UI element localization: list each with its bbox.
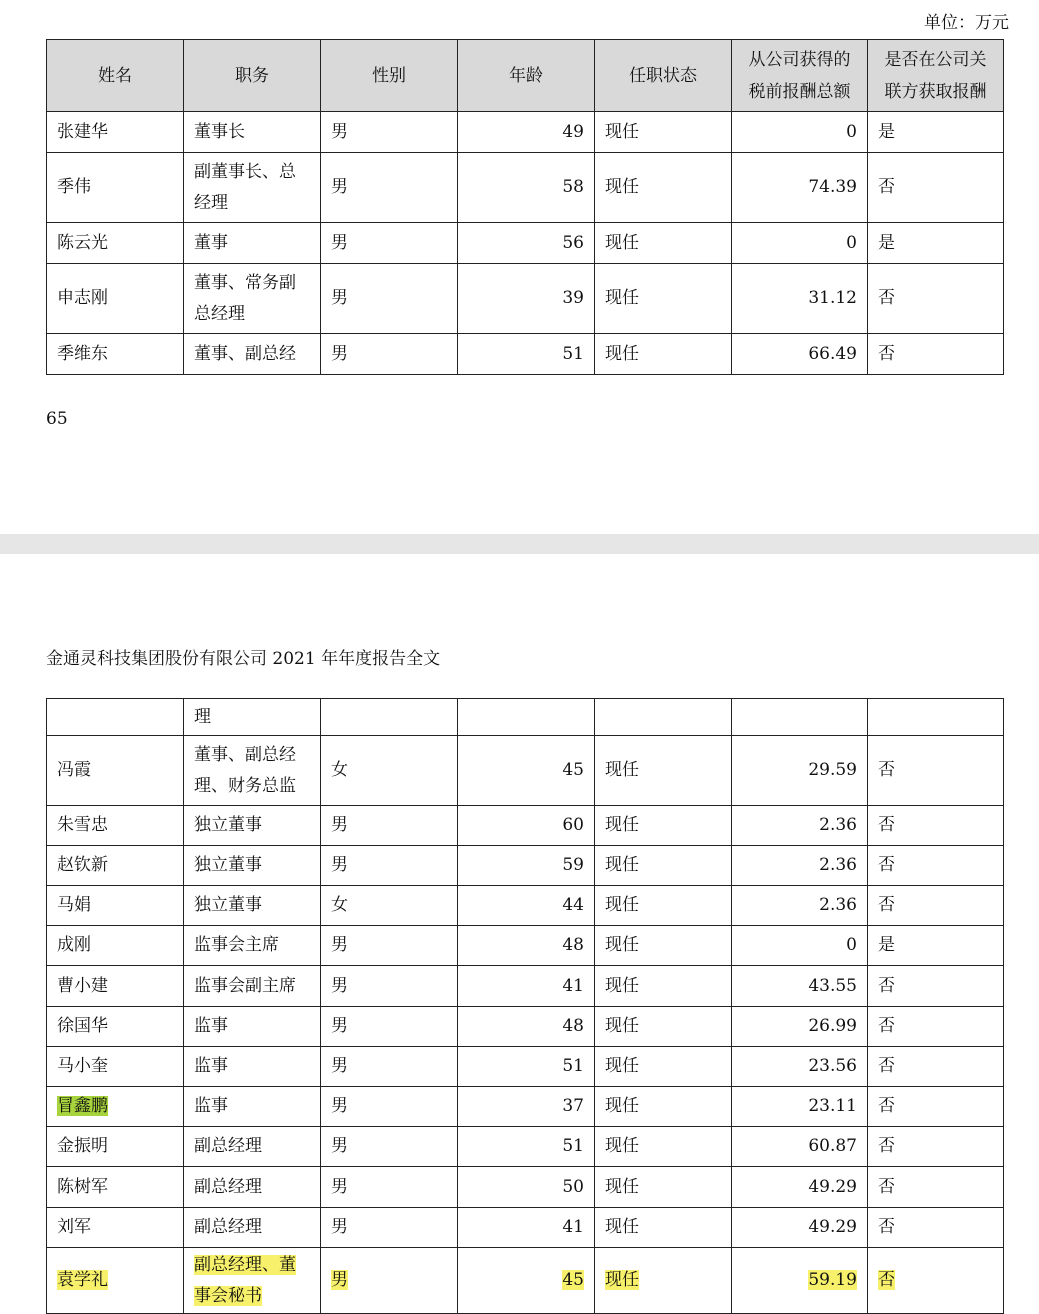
cell-gender: 男 — [321, 1208, 458, 1248]
cell-related-party: 否 — [868, 1087, 1004, 1127]
page-separator — [0, 534, 1039, 554]
cell-related-party: 否 — [868, 736, 1004, 806]
cell-compensation: 66.49 — [732, 334, 868, 375]
cell-gender: 男 — [321, 223, 458, 264]
cell-name: 刘军 — [47, 1208, 184, 1248]
cell-name: 曹小建 — [47, 966, 184, 1007]
cell-status: 现任 — [595, 886, 732, 926]
cell-compensation: 2.36 — [732, 886, 868, 926]
cell-status: 现任 — [595, 334, 732, 375]
cell-name: 袁学礼 — [47, 1248, 184, 1314]
cell-age: 49 — [458, 112, 595, 153]
cell-name: 冒鑫鹏 — [47, 1087, 184, 1127]
header-gender: 性别 — [321, 40, 458, 112]
cell-position: 监事会主席 — [184, 926, 321, 966]
cell-position: 副董事长、总 经理 — [184, 153, 321, 223]
cell-related-party: 否 — [868, 806, 1004, 846]
table-row — [47, 334, 1004, 375]
cell-age: 41 — [458, 1208, 595, 1248]
cell-name: 徐国华 — [47, 1007, 184, 1047]
cell-compensation: 0 — [732, 926, 868, 966]
cell-status: 现任 — [595, 153, 732, 223]
cell-name: 张建华 — [47, 112, 184, 153]
cell-age: 51 — [458, 1047, 595, 1087]
page-number: 65 — [46, 409, 68, 429]
cell-compensation: 29.59 — [732, 736, 868, 806]
table-row — [47, 806, 1004, 846]
cell-name: 冯霞 — [47, 736, 184, 806]
cell-compensation: 49.29 — [732, 1167, 868, 1208]
header-related-party: 是否在公司关 联方获取报酬 — [868, 40, 1004, 112]
cell-related-party: 否 — [868, 966, 1004, 1007]
cell-position: 董事、副总经 理、财务总监 — [184, 736, 321, 806]
cell-compensation: 26.99 — [732, 1007, 868, 1047]
cell-name: 朱雪忠 — [47, 806, 184, 846]
cell-related-party: 是 — [868, 112, 1004, 153]
header-age: 年龄 — [458, 40, 595, 112]
cell-age: 45 — [458, 736, 595, 806]
table-row — [47, 1087, 1004, 1127]
cell-age: 51 — [458, 334, 595, 375]
cell-name: 马小奎 — [47, 1047, 184, 1087]
cell-name: 陈树军 — [47, 1167, 184, 1208]
cell-related-party: 否 — [868, 264, 1004, 334]
cell-position: 监事会副主席 — [184, 966, 321, 1007]
table-row — [47, 966, 1004, 1007]
cell-gender: 男 — [321, 1127, 458, 1167]
cell-position: 监事 — [184, 1007, 321, 1047]
cell-compensation: 60.87 — [732, 1127, 868, 1167]
cell-compensation: 0 — [732, 112, 868, 153]
cell-gender: 男 — [321, 153, 458, 223]
cell-related-party: 否 — [868, 1248, 1004, 1314]
cell-related-party — [868, 699, 1004, 736]
cell-age: 48 — [458, 926, 595, 966]
cell-status: 现任 — [595, 926, 732, 966]
cell-gender: 男 — [321, 806, 458, 846]
cell-position: 独立董事 — [184, 846, 321, 886]
table-row — [47, 112, 1004, 153]
cell-compensation: 0 — [732, 223, 868, 264]
cell-compensation: 23.56 — [732, 1047, 868, 1087]
cell-status: 现任 — [595, 1047, 732, 1087]
cell-gender: 男 — [321, 1167, 458, 1208]
cell-related-party: 否 — [868, 1167, 1004, 1208]
cell-status: 现任 — [595, 1248, 732, 1314]
cell-status: 现任 — [595, 806, 732, 846]
cell-position: 副总经理 — [184, 1127, 321, 1167]
cell-age: 39 — [458, 264, 595, 334]
cell-name — [47, 699, 184, 736]
table-header-row — [47, 40, 1004, 112]
cell-age: 58 — [458, 153, 595, 223]
cell-position: 监事 — [184, 1047, 321, 1087]
table-row — [47, 926, 1004, 966]
table-row — [47, 223, 1004, 264]
table-row — [47, 153, 1004, 223]
table-row — [47, 1127, 1004, 1167]
cell-compensation — [732, 699, 868, 736]
cell-name: 季维东 — [47, 334, 184, 375]
cell-related-party: 是 — [868, 223, 1004, 264]
cell-status: 现任 — [595, 1208, 732, 1248]
cell-position: 独立董事 — [184, 806, 321, 846]
cell-related-party: 否 — [868, 1007, 1004, 1047]
cell-gender: 女 — [321, 736, 458, 806]
table-row — [47, 1208, 1004, 1248]
cell-compensation: 59.19 — [732, 1248, 868, 1314]
header-position: 职务 — [184, 40, 321, 112]
cell-age: 48 — [458, 1007, 595, 1047]
cell-name: 季伟 — [47, 153, 184, 223]
cell-gender: 男 — [321, 1007, 458, 1047]
cell-status: 现任 — [595, 264, 732, 334]
cell-gender: 男 — [321, 264, 458, 334]
cell-related-party: 否 — [868, 846, 1004, 886]
compensation-table-part1 — [46, 39, 1004, 375]
cell-status: 现任 — [595, 1167, 732, 1208]
cell-age: 56 — [458, 223, 595, 264]
cell-age: 37 — [458, 1087, 595, 1127]
unit-label: 单位：万元 — [924, 13, 1009, 33]
cell-age: 60 — [458, 806, 595, 846]
cell-name: 陈云光 — [47, 223, 184, 264]
cell-name: 马娟 — [47, 886, 184, 926]
cell-age: 51 — [458, 1127, 595, 1167]
cell-position: 董事长 — [184, 112, 321, 153]
cell-related-party: 否 — [868, 1127, 1004, 1167]
cell-status: 现任 — [595, 1127, 732, 1167]
table-row — [47, 264, 1004, 334]
cell-related-party: 是 — [868, 926, 1004, 966]
cell-related-party: 否 — [868, 153, 1004, 223]
cell-position: 监事 — [184, 1087, 321, 1127]
cell-gender: 男 — [321, 1248, 458, 1314]
cell-gender: 男 — [321, 112, 458, 153]
cell-related-party: 否 — [868, 886, 1004, 926]
cell-position: 副总经理 — [184, 1167, 321, 1208]
cell-compensation: 74.39 — [732, 153, 868, 223]
cell-status: 现任 — [595, 223, 732, 264]
document-title: 金通灵科技集团股份有限公司 2021 年年度报告全文 — [46, 649, 441, 669]
table-row — [47, 846, 1004, 886]
table-row — [47, 1248, 1004, 1314]
table-row — [47, 1167, 1004, 1208]
table-row — [47, 886, 1004, 926]
cell-status: 现任 — [595, 966, 732, 1007]
cell-position: 理 — [184, 699, 321, 736]
cell-compensation: 49.29 — [732, 1208, 868, 1248]
cell-compensation: 2.36 — [732, 846, 868, 886]
cell-position: 董事、副总经 — [184, 334, 321, 375]
cell-gender: 男 — [321, 1087, 458, 1127]
cell-gender: 男 — [321, 846, 458, 886]
cell-related-party: 否 — [868, 334, 1004, 375]
cell-age: 41 — [458, 966, 595, 1007]
cell-age: 50 — [458, 1167, 595, 1208]
header-compensation: 从公司获得的 税前报酬总额 — [732, 40, 868, 112]
cell-related-party: 否 — [868, 1208, 1004, 1248]
cell-gender: 男 — [321, 926, 458, 966]
cell-status: 现任 — [595, 736, 732, 806]
cell-compensation: 43.55 — [732, 966, 868, 1007]
cell-compensation: 31.12 — [732, 264, 868, 334]
cell-status: 现任 — [595, 1007, 732, 1047]
compensation-table-part2 — [46, 698, 1004, 1314]
cell-status — [595, 699, 732, 736]
cell-gender: 男 — [321, 1047, 458, 1087]
cell-position: 董事、常务副 总经理 — [184, 264, 321, 334]
table-row — [47, 699, 1004, 736]
cell-related-party: 否 — [868, 1047, 1004, 1087]
cell-name: 赵钦新 — [47, 846, 184, 886]
cell-position: 独立董事 — [184, 886, 321, 926]
cell-status: 现任 — [595, 846, 732, 886]
cell-age — [458, 699, 595, 736]
cell-name: 申志刚 — [47, 264, 184, 334]
header-status: 任职状态 — [595, 40, 732, 112]
cell-status: 现任 — [595, 1087, 732, 1127]
cell-compensation: 23.11 — [732, 1087, 868, 1127]
cell-name: 成刚 — [47, 926, 184, 966]
cell-position: 董事 — [184, 223, 321, 264]
cell-gender — [321, 699, 458, 736]
cell-compensation: 2.36 — [732, 806, 868, 846]
cell-age: 44 — [458, 886, 595, 926]
header-name: 姓名 — [47, 40, 184, 112]
cell-name: 金振明 — [47, 1127, 184, 1167]
cell-position: 副总经理 — [184, 1208, 321, 1248]
cell-gender: 女 — [321, 886, 458, 926]
cell-status: 现任 — [595, 112, 732, 153]
cell-age: 59 — [458, 846, 595, 886]
table-row — [47, 1047, 1004, 1087]
cell-gender: 男 — [321, 334, 458, 375]
cell-position: 副总经理、董 事会秘书 — [184, 1248, 321, 1314]
table-row — [47, 736, 1004, 806]
table-row — [47, 1007, 1004, 1047]
cell-gender: 男 — [321, 966, 458, 1007]
cell-age: 45 — [458, 1248, 595, 1314]
